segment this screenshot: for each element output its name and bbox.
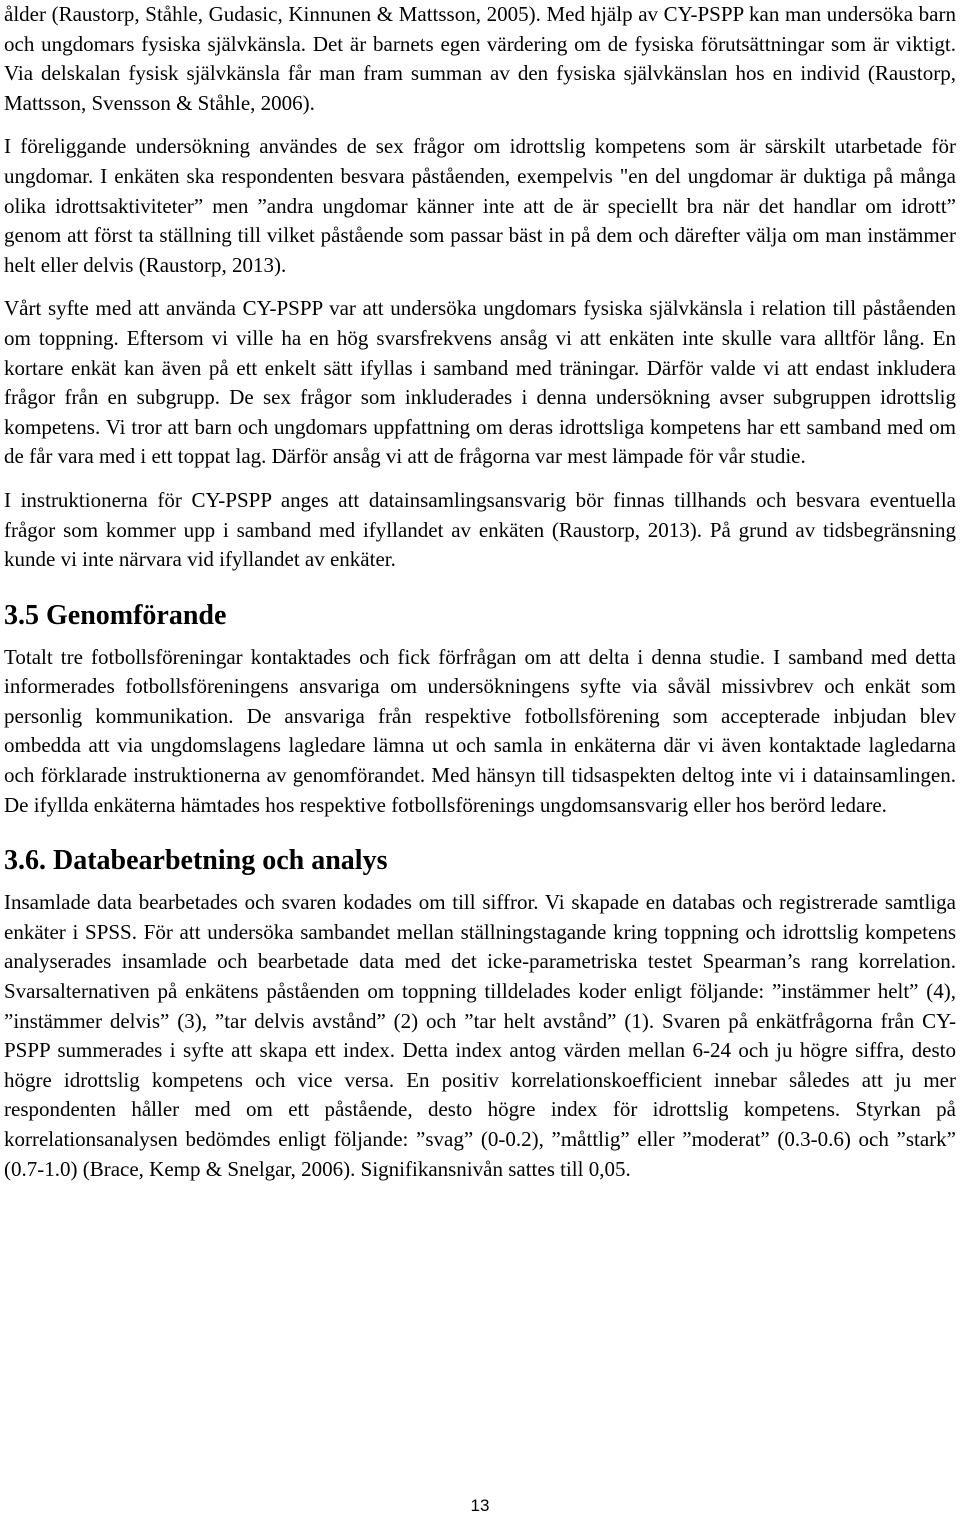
document-page (4, 0, 956, 1184)
section-heading-genomforande: 3.5 Genomförande (4, 599, 227, 631)
page-number: 13 (470, 1496, 490, 1515)
paragraph-cy-pspp-intro: ålder (Raustorp, Ståhle, Gudasic, Kinnunen & Mattsson, 2005). Med hjälp av CY-PSPP kan man undersöka barn och ungdomars fysiska självkänsla. Det är barnets egen värdering om de fysiska förutsättningar som är viktigt. Via delskalan fysisk självkänsla får man fram summan av den fysiska självkänslan hos en individ (Raustorp, Mattsson, Svensson & Ståhle, 2006). (4, 2, 956, 115)
paragraph-databearbetning: Insamlade data bearbetades och svaren kodades om till siffror. Vi skapade en databas och registrerade samtliga enkäter i SPSS. För att undersöka sambandet mellan ställningstagande kring toppning och idrottslig kompetens analyserades insamlade och bearbetade data med det icke-parametriska testet Spearman’s rang korrelation. Svarsalternativen på enkätens påståenden om toppning tilldelades koder enligt följande: ”instämmer helt” (4), ”instämmer delvis” (3), ”tar delvis avstånd” (2) och ”tar helt avstånd” (1). Svaren på enkätfrågorna från CY-PSPP summerades i syfte att skapa ett index. Detta index antog värden mellan 6-24 och ju högre siffra, desto högre idrottslig kompetens och vice versa. En positiv korrelationskoefficient innebar således att ju mer respondenten håller med om ett påstående, desto högre index för idrottslig kompetens. Styrkan på korrelationsanalysen bedömdes enligt följande: ”svag” (0-0.2), ”måttlig” eller ”moderat” (0.3-0.6) och ”stark” (0.7-1.0) (Brace, Kemp & Snelgar, 2006). Signifikansnivån sattes till 0,05. (4, 890, 956, 1181)
paragraph-survey-questions: I föreliggande undersökning användes de sex frågor om idrottslig kompetens som är särskilt utarbetade för ungdomar. I enkäten ska respondenten besvara påståenden, exempelvis "en del ungdomar är duktiga på många olika idrottsaktiviteter” men ”andra ungdomar känner inte att de är speciellt bra när det handlar om idrott” genom att först ta ställning till vilket påstående som passar bäst in på dem och därefter välja om man instämmer helt eller delvis (Raustorp, 2013). (4, 134, 956, 277)
section-heading-databearbetning: 3.6. Databearbetning och analys (4, 845, 388, 877)
paragraph-genomforande: Totalt tre fotbollsföreningar kontaktades och fick förfrågan om att delta i denna studie. I samband med detta informerades fotbollsföreningens ansvariga om undersökningens syfte via såväl missivbrev och enkät som personlig kommunikation. De ansvariga från respektive fotbollsförening som accepterade inbjudan blev ombedda att via ungdomslagens lagledare lämna ut och samla in enkäterna där vi även kontaktade lagledarna och förklarade instruktionerna av genomförandet. Med hänsyn till tidsaspekten deltog inte vi i datainsamlingen. De ifyllda enkäterna hämtades hos respektive fotbollsförenings ungdomsansvarig eller hos berörd ledare. (4, 644, 956, 817)
paragraph-purpose: Vårt syfte med att använda CY-PSPP var att undersöka ungdomars fysiska självkänsla i relation till påståenden om toppning. Eftersom vi ville ha en hög svarsfrekvens ansåg vi att enkäten inte skulle vara alltför lång. En kortare enkät kan även på ett enkelt sätt ifyllas i samband med träningar. Därför valde vi att endast inkludera frågor från en subgrupp. De sex frågor som inkluderades i denna undersökning avser subgruppen idrottslig kompetens. Vi tror att barn och ungdomars uppfattning om deras idrottsliga kompetens har ett samband med om de får vara med i ett toppat lag. Därför ansåg vi att de frågorna var mest lämpade för vår studie. (4, 296, 956, 469)
paragraph-instructions: I instruktionerna för CY-PSPP anges att datainsamlingsansvarig bör finnas tillhands och besvara eventuella frågor som kommer upp i samband med ifyllandet av enkäten (Raustorp, 2013). På grund av tidsbegränsning kunde vi inte närvara vid ifyllandet av enkäter. (4, 487, 956, 572)
